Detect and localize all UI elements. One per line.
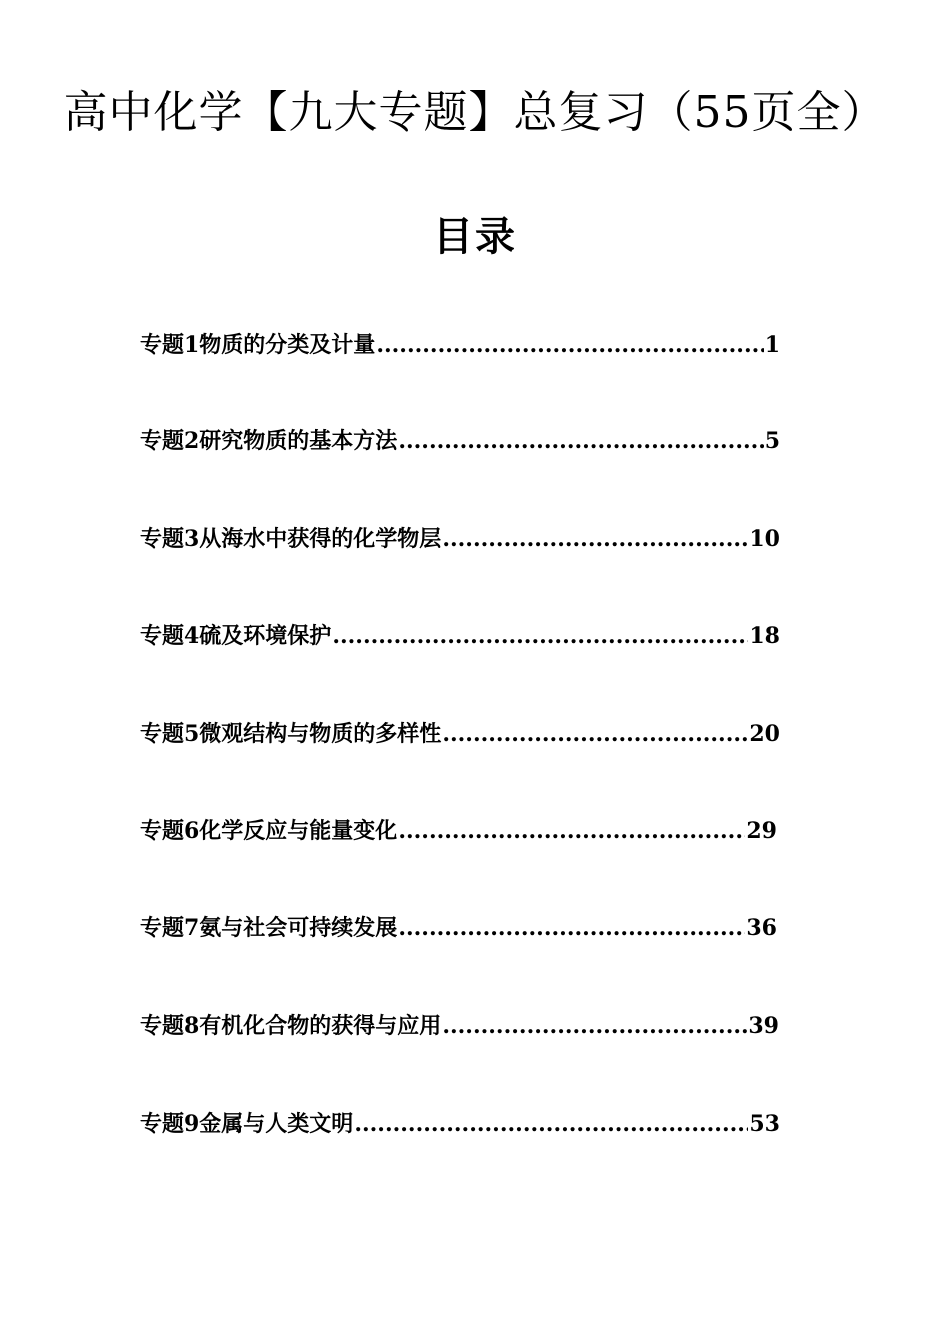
toc-entry-label: 专题5微观结构与物质的多样性 [140,721,442,747]
toc-entry-6[interactable] [140,816,777,846]
toc-entry-page-number: 53 [749,1111,780,1137]
dot-leader [442,1011,747,1041]
toc-entry-label: 专题2研究物质的基本方法 [140,428,398,454]
toc-entry-page-number: 29 [746,818,777,844]
dot-leader [398,426,763,456]
toc-entry-1[interactable] [140,330,780,360]
toc-entry-page-number: 5 [764,428,780,454]
dot-leader [376,330,763,360]
toc-entry-5[interactable] [140,719,780,749]
dot-leader [398,913,745,943]
toc-entry-label: 专题6化学反应与能量变化 [140,818,398,844]
toc-entry-label: 专题3从海水中获得的化学物层 [140,526,442,552]
toc-entry-page-number: 1 [764,332,780,358]
toc-entry-page-number: 10 [749,526,780,552]
toc-heading: 目录 [433,213,517,260]
toc-entry-page-number: 20 [749,721,780,747]
toc-entry-9[interactable] [140,1109,780,1139]
toc-entry-label: 专题1物质的分类及计量 [140,332,376,358]
toc-entry-label: 专题9金属与人类文明 [140,1111,354,1137]
toc-entry-3[interactable] [140,524,780,554]
toc-entry-page-number: 18 [749,623,780,649]
toc-entry-page-number: 39 [748,1013,779,1039]
dot-leader [398,816,745,846]
document-title: 高中化学【九大专题】总复习（55页全） [63,87,887,138]
toc-entry-4[interactable] [140,621,780,651]
dot-leader [442,524,748,554]
toc-entry-8[interactable] [140,1011,779,1041]
toc-entry-7[interactable] [140,913,777,943]
toc-entry-2[interactable] [140,426,780,456]
toc-entry-label: 专题4硫及环境保护 [140,623,332,649]
toc-entry-page-number: 36 [746,915,777,941]
dot-leader [442,719,748,749]
toc-entry-label: 专题8有机化合物的获得与应用 [140,1013,442,1039]
dot-leader [354,1109,748,1139]
toc-entry-label: 专题7氨与社会可持续发展 [140,915,398,941]
dot-leader [332,621,748,651]
